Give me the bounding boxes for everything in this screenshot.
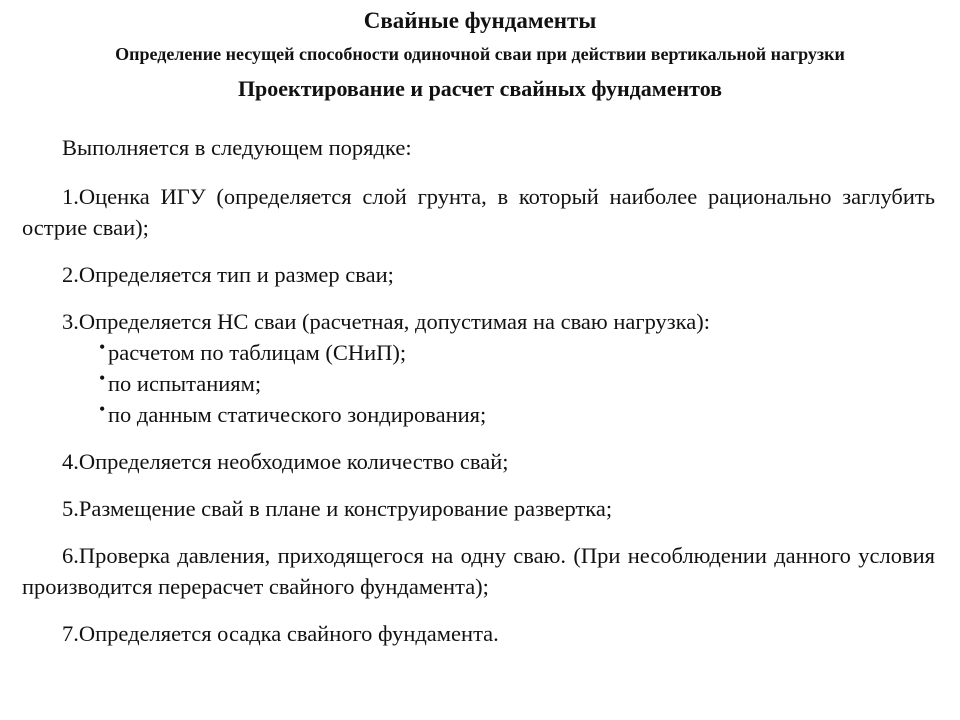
bullet-icon: • bbox=[99, 368, 106, 388]
step-6: 6.Проверка давления, приходящегося на одну сваю. (При несоблюдении данного условия производится перерасчет свайного фундамента); bbox=[22, 543, 935, 599]
page-subtitle: Определение несущей способности одиночной сваи при действии вертикальной нагрузки bbox=[115, 44, 845, 64]
list-item bbox=[99, 368, 935, 399]
step-4: 4.Определяется необходимое количество свай; bbox=[62, 449, 509, 474]
bullet-icon: • bbox=[99, 399, 106, 419]
page-title: Свайные фундаменты bbox=[363, 8, 597, 33]
list-item bbox=[99, 399, 935, 430]
list-item-text: по данным статического зондирования; bbox=[108, 402, 487, 427]
step-2: 2.Определяется тип и размер сваи; bbox=[62, 262, 394, 287]
list-item-text: по испытаниям; bbox=[108, 371, 262, 396]
step-3-methods-list bbox=[22, 337, 935, 430]
list-item-text: расчетом по таблицам (СНиП); bbox=[108, 340, 407, 365]
step-7: 7.Определяется осадка свайного фундамента. bbox=[62, 621, 499, 646]
bullet-icon: • bbox=[99, 337, 106, 357]
intro-text: Выполняется в следующем порядке: bbox=[62, 135, 412, 160]
list-item bbox=[99, 337, 935, 368]
step-3: 3.Определяется НС сваи (расчетная, допустимая на сваю нагрузка): bbox=[62, 309, 710, 334]
step-1: 1.Оценка ИГУ (определяется слой грунта, в который наиболее рационально заглубить острие сваи); bbox=[22, 184, 935, 240]
step-5: 5.Размещение свай в плане и конструирование развертка; bbox=[62, 496, 613, 521]
procedure-body bbox=[22, 132, 935, 649]
section-title: Проектирование и расчет свайных фундаментов bbox=[237, 76, 723, 101]
